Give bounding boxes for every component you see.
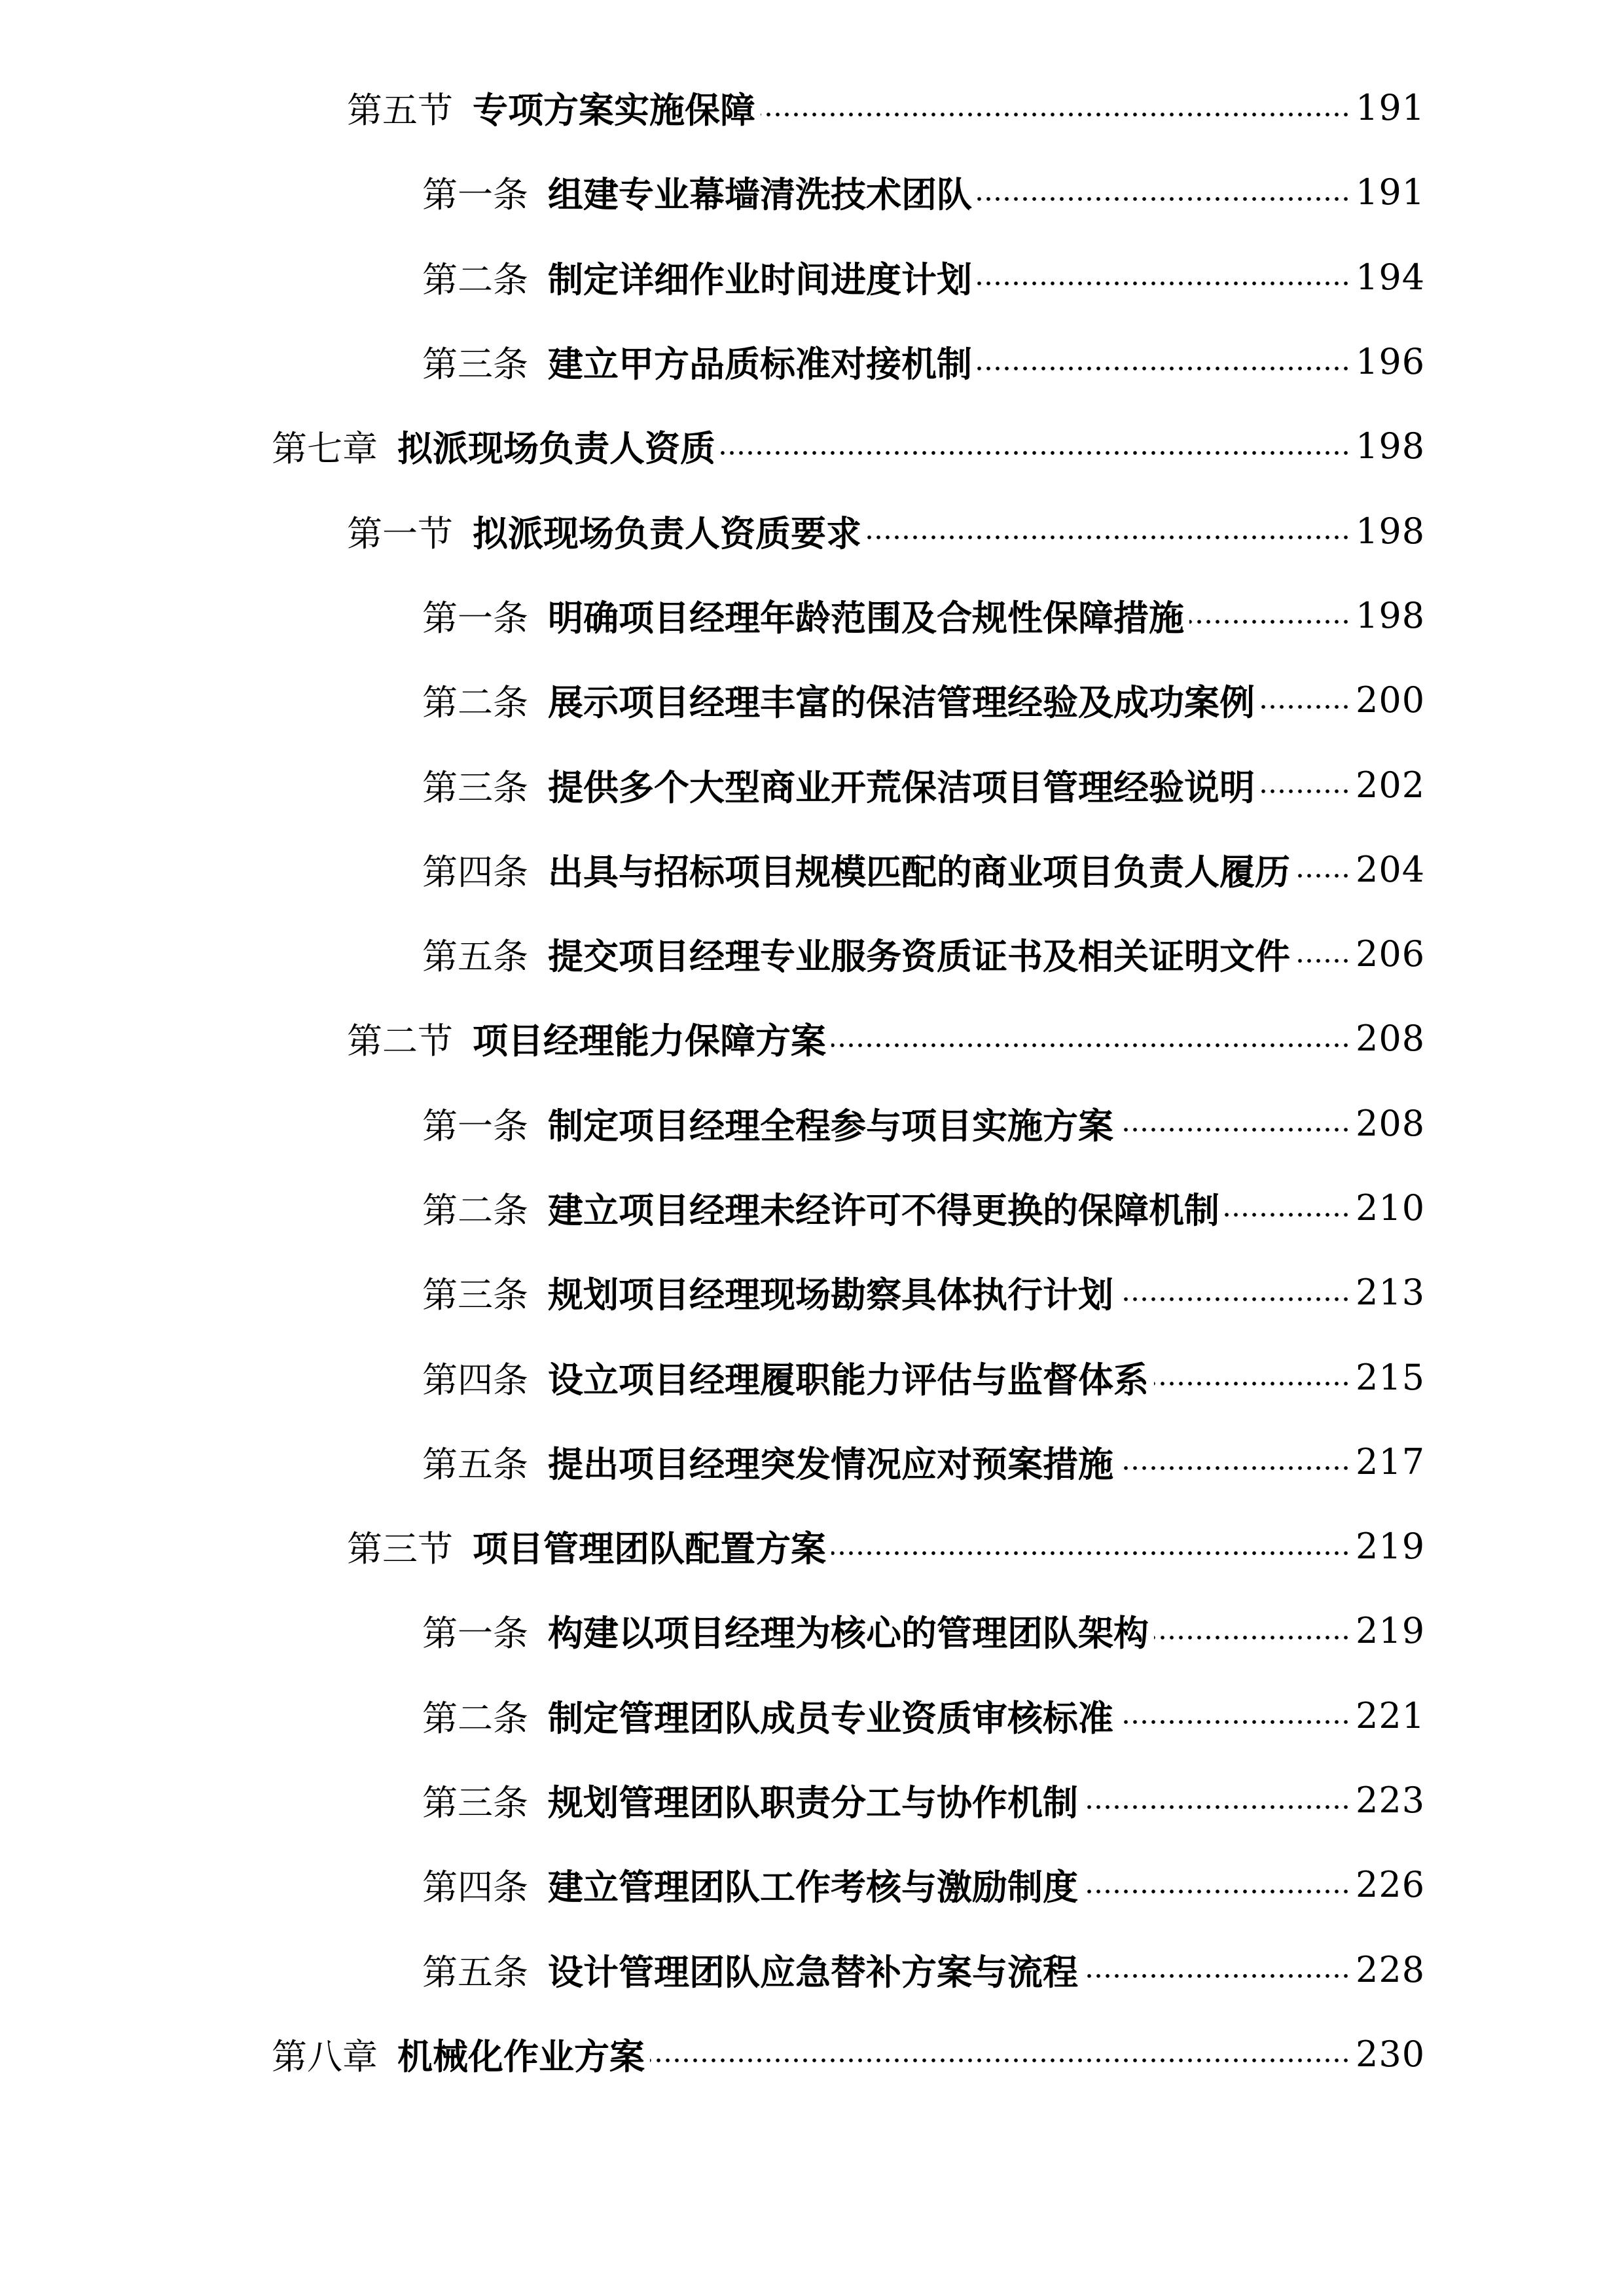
toc-entry-number: 第一条 [422,597,528,639]
toc-entry-page-number: 215 [1356,1356,1426,1398]
toc-entry-number: 第七章 [272,428,378,470]
toc-entry-page-number: 223 [1356,1780,1426,1821]
toc-entry-number: 第一条 [422,1105,528,1147]
toc-entry-title: 制定项目经理全程参与项目实施方案 [548,1104,1113,1147]
toc-entry[interactable] [0,658,1624,742]
toc-entry-page-number: 198 [1356,594,1426,636]
toc-entry[interactable] [0,1928,1624,2012]
toc-entry-title: 制定管理团队成员专业资质审核标准 [548,1696,1113,1739]
toc-entry[interactable] [0,1674,1624,1758]
dot-leader [1260,785,1350,798]
toc-entry-page-number: 219 [1356,1526,1426,1568]
toc-entry-page-number: 210 [1356,1187,1426,1229]
toc-entry-title: 展示项目经理丰富的保洁管理经验及成功案例 [548,681,1255,724]
toc-entry-number: 第五条 [422,936,528,978]
toc-entry[interactable] [0,827,1624,912]
toc-entry[interactable] [0,1081,1624,1166]
toc-entry-page-number: 198 [1356,425,1426,467]
toc-entry-page-number: 226 [1356,1864,1426,1906]
toc-entry-number: 第二条 [422,1697,528,1739]
dot-leader [977,277,1350,290]
toc-entry[interactable] [0,1842,1624,1927]
toc-entry-page-number: 204 [1356,848,1426,890]
toc-entry[interactable] [0,1758,1624,1842]
toc-entry-title: 拟派现场负责人资质 [397,427,715,470]
toc-entry-number: 第四条 [422,1359,528,1401]
toc-entry-number: 第一节 [347,512,453,554]
toc-entry-page-number: 206 [1356,933,1426,975]
toc-entry-number: 第五条 [422,1951,528,1993]
toc-entry-title: 拟派现场负责人资质要求 [473,512,861,554]
dot-leader [1119,1123,1350,1136]
toc-entry[interactable] [0,1166,1624,1250]
dot-leader [977,192,1350,206]
toc-entry-title: 设计管理团队应急替补方案与流程 [548,1950,1078,1993]
toc-entry[interactable] [0,488,1624,573]
toc-entry-page-number: 217 [1356,1441,1426,1482]
dot-leader [650,2054,1350,2067]
toc-entry-page-number: 208 [1356,1018,1426,1060]
dot-leader [1119,1715,1350,1729]
dot-leader [1083,1885,1350,1898]
dot-leader [1154,1377,1350,1390]
dot-leader [831,1547,1350,1560]
dot-leader [867,531,1350,544]
toc-entry[interactable] [0,1588,1624,1673]
dot-leader [831,1039,1350,1052]
toc-entry[interactable] [0,319,1624,404]
toc-entry-page-number: 196 [1356,341,1426,383]
toc-entry-number: 第四条 [422,1867,528,1909]
toc-entry[interactable] [0,1335,1624,1419]
toc-entry-title: 设立项目经理履职能力评估与监督体系 [548,1358,1149,1401]
dot-leader [1119,1462,1350,1475]
toc-entry-title: 专项方案实施保障 [473,89,755,132]
toc-entry[interactable] [0,1420,1624,1504]
toc-entry-title: 建立项目经理未经许可不得更换的保障机制 [548,1189,1219,1231]
toc-entry-page-number: 200 [1356,679,1426,721]
toc-entry-title: 构建以项目经理为核心的管理团队架构 [548,1612,1149,1655]
dot-leader [1083,1801,1350,1814]
toc-entry-number: 第三条 [422,766,528,808]
toc-entry-number: 第五节 [347,90,453,132]
toc-entry-page-number: 228 [1356,1948,1426,1990]
toc-entry-title: 项目管理团队配置方案 [473,1528,826,1570]
toc-entry-title: 制定详细作业时间进度计划 [548,258,972,300]
toc-entry[interactable] [0,1504,1624,1588]
toc-entry[interactable] [0,1250,1624,1335]
toc-entry[interactable] [0,912,1624,996]
toc-entry-page-number: 208 [1356,1102,1426,1144]
toc-entry-title: 明确项目经理年龄范围及合规性保障措施 [548,596,1184,639]
toc-entry-title: 提出项目经理突发情况应对预案措施 [548,1443,1113,1485]
toc-entry-number: 第四条 [422,851,528,893]
toc-entry-number: 第二节 [347,1020,453,1062]
toc-entry-title: 组建专业幕墙清洗技术团队 [548,173,972,216]
dot-leader [977,362,1350,375]
toc-entry-title: 建立管理团队工作考核与激励制度 [548,1866,1078,1909]
toc-entry-number: 第二条 [422,1190,528,1231]
toc-entry-page-number: 213 [1356,1272,1426,1314]
dot-leader [761,108,1350,121]
toc-entry-page-number: 191 [1356,87,1426,129]
toc-entry-page-number: 221 [1356,1695,1426,1736]
table-of-contents [0,65,1624,2096]
toc-entry-title: 提供多个大型商业开荒保洁项目管理经验说明 [548,766,1255,808]
toc-entry[interactable] [0,996,1624,1081]
toc-entry-number: 第八章 [272,2036,378,2077]
toc-entry-page-number: 194 [1356,256,1426,298]
toc-entry[interactable] [0,2012,1624,2096]
toc-entry-page-number: 230 [1356,2033,1426,2075]
toc-entry-title: 规划项目经理现场勘察具体执行计划 [548,1274,1113,1316]
toc-entry[interactable] [0,573,1624,658]
toc-entry-title: 建立甲方品质标准对接机制 [548,343,972,386]
dot-leader [721,446,1350,459]
dot-leader [1225,1208,1350,1221]
toc-entry-page-number: 191 [1356,171,1426,213]
toc-entry-number: 第五条 [422,1443,528,1485]
toc-entry-number: 第二条 [422,682,528,724]
toc-entry-title: 机械化作业方案 [397,2035,645,2077]
toc-entry[interactable] [0,404,1624,488]
toc-entry-page-number: 198 [1356,510,1426,552]
toc-entry-number: 第一条 [422,1613,528,1655]
dot-leader [1295,869,1350,882]
toc-entry-number: 第三条 [422,1782,528,1824]
toc-entry[interactable] [0,65,1624,150]
dot-leader [1083,1969,1350,1982]
dot-leader [1119,1293,1350,1306]
dot-leader [1260,700,1350,713]
toc-entry-title: 出具与招标项目规模匹配的商业项目负责人履历 [548,850,1290,893]
toc-entry-title: 提交项目经理专业服务资质证书及相关证明文件 [548,935,1290,978]
dot-leader [1189,615,1350,628]
toc-entry-page-number: 202 [1356,764,1426,806]
toc-entry[interactable] [0,742,1624,827]
toc-entry-title: 项目经理能力保障方案 [473,1020,826,1062]
toc-entry-number: 第一条 [422,174,528,216]
toc-entry-number: 第三条 [422,1274,528,1316]
toc-entry-number: 第三条 [422,344,528,386]
dot-leader [1295,954,1350,967]
dot-leader [1154,1631,1350,1644]
toc-entry-title: 规划管理团队职责分工与协作机制 [548,1782,1078,1824]
toc-entry-page-number: 219 [1356,1610,1426,1652]
toc-entry[interactable] [0,150,1624,234]
toc-entry[interactable] [0,235,1624,319]
toc-entry-number: 第三节 [347,1528,453,1570]
toc-entry-number: 第二条 [422,259,528,300]
